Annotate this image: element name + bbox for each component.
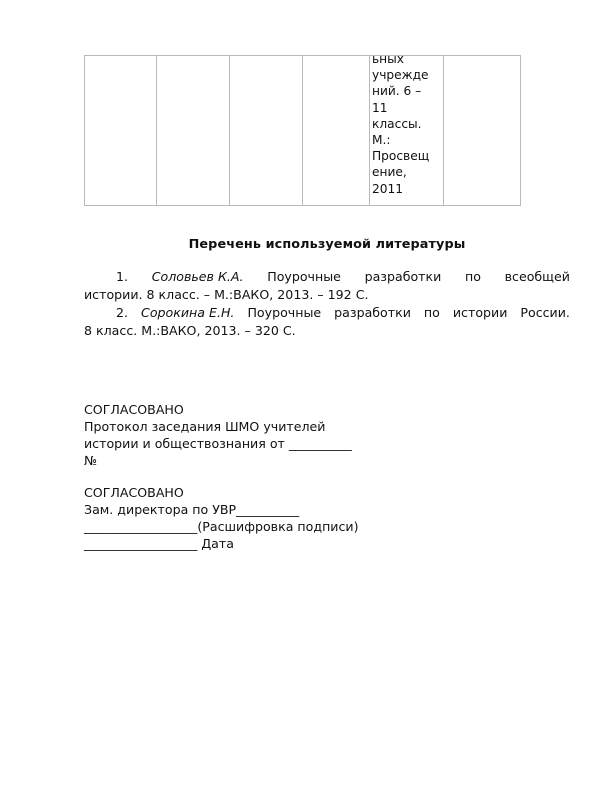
item-number: 1. — [116, 269, 129, 284]
cell-line: классы. — [372, 116, 422, 131]
cell-line: ьных — [372, 52, 404, 66]
protocol-line: Протокол заседания ШМО учителей — [84, 419, 326, 434]
cell-line: 11 — [372, 100, 388, 115]
literature-item-1-line1 — [84, 268, 570, 286]
cell-line: учрежде — [372, 68, 429, 83]
protocol-date-line: истории и обществознания от __________ — [84, 436, 352, 451]
word: Поурочные — [267, 269, 341, 284]
textbook-table — [84, 52, 521, 206]
literature-heading: Перечень используемой литературы — [188, 237, 466, 252]
item-author: Соловьев К.А. — [151, 269, 244, 284]
publication-text — [370, 51, 443, 197]
approval-title: СОГЛАСОВАНО — [84, 402, 184, 417]
literature-list — [84, 268, 570, 340]
cell-line: ний. 6 – — [372, 84, 422, 99]
cell-line: ение, — [372, 165, 407, 180]
word: разработки — [364, 269, 442, 284]
table-cell-publication — [370, 52, 444, 206]
literature-item-2-line1 — [84, 304, 570, 322]
item-author: Сорокина Е.Н. — [141, 305, 235, 320]
literature-item-1-line2: истории. 8 класс. – М.:ВАКО, 2013. – 192 С. — [84, 287, 369, 302]
table-cell — [85, 56, 157, 206]
cell-line: Просвещ — [372, 149, 430, 164]
word: разработки — [334, 305, 411, 320]
deputy-director-line: Зам. директора по УВР__________ — [84, 502, 300, 517]
cell-line: М.: — [372, 133, 391, 148]
word: по — [464, 269, 481, 284]
word: Поурочные — [247, 305, 322, 320]
signature-decoding-line: __________________(Расшифровка подписи) — [84, 519, 359, 534]
date-line: __________________ Дата — [84, 536, 234, 551]
word: истории — [452, 305, 508, 320]
cell-line: 2011 — [372, 181, 404, 196]
word: России. — [520, 305, 570, 320]
literature-item-2-line2: 8 класс. М.:ВАКО, 2013. – 320 С. — [84, 323, 296, 338]
protocol-number-line: № — [84, 453, 98, 468]
table-cell — [230, 56, 303, 206]
table-cell — [444, 56, 521, 206]
word: всеобщей — [504, 269, 570, 284]
item-number: 2. — [116, 305, 129, 320]
table-cell — [303, 56, 370, 206]
word: по — [423, 305, 440, 320]
approval-block-1 — [84, 401, 352, 469]
table-cell — [157, 56, 230, 206]
approval-title: СОГЛАСОВАНО — [84, 485, 184, 500]
approval-block-2 — [84, 484, 359, 552]
